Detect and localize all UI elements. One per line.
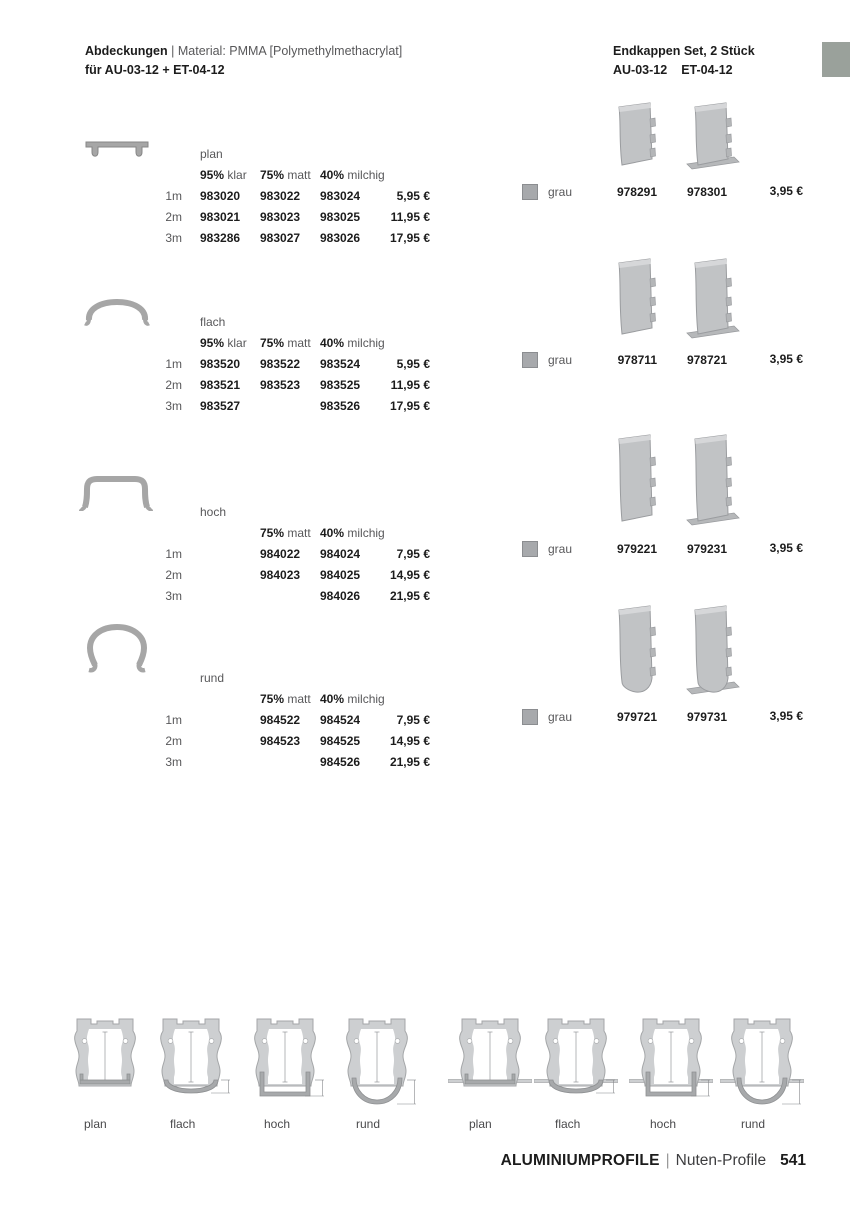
cover-row: [158, 378, 430, 395]
cover-row: [158, 189, 430, 206]
cover-shape-label: rund: [200, 671, 225, 685]
column-header: 75% matt: [260, 692, 311, 706]
cover-row: [158, 357, 430, 374]
column-header: 95% klar: [200, 168, 247, 182]
article-number: 983523: [260, 378, 301, 392]
price: 3,95 €: [769, 541, 803, 555]
diagram-label: hoch: [650, 1117, 677, 1131]
column-header: 75% matt: [260, 336, 311, 350]
cover-columns-header: [158, 692, 430, 709]
column-header: 40% milchig: [320, 692, 385, 706]
page-number: 541: [780, 1152, 806, 1169]
article-number: 978301: [686, 185, 727, 199]
article-number: 983520: [200, 357, 241, 371]
cross-section-hoch: [243, 1016, 327, 1112]
cover-row: [158, 399, 430, 416]
article-number: 984526: [320, 755, 361, 769]
article-number: 983027: [260, 231, 301, 245]
article-number: 984023: [260, 568, 301, 582]
diagram-label: plan: [469, 1117, 492, 1131]
article-number: 983521: [200, 378, 241, 392]
cover-row: [158, 568, 430, 585]
cover-row: [158, 755, 430, 772]
article-number: 984025: [320, 568, 361, 582]
footer-brand: ALUMINIUMPROFILE: [500, 1152, 660, 1169]
article-number: 983525: [320, 378, 361, 392]
article-number: 984524: [320, 713, 361, 727]
cover-row: [158, 713, 430, 730]
endcaps-code-2: ET-04-12: [681, 63, 733, 77]
cover-row: [158, 734, 430, 751]
article-number: 984026: [320, 589, 361, 603]
length-label: 1m: [165, 547, 182, 561]
cover-group-rund: [158, 671, 430, 771]
column-header: 40% milchig: [320, 168, 385, 182]
color-label: grau: [548, 185, 573, 199]
endcap-pair-image: [606, 99, 744, 171]
cross-section-plan: [63, 1016, 147, 1112]
article-number: 984024: [320, 547, 361, 561]
page-corner-tab: [822, 42, 850, 77]
color-label: grau: [548, 353, 573, 367]
cover-row: [158, 589, 430, 606]
article-number: 983524: [320, 357, 361, 371]
diagram-label: rund: [356, 1117, 381, 1131]
article-number: 983522: [260, 357, 301, 371]
color-label: grau: [548, 710, 573, 724]
price: 7,95 €: [396, 547, 430, 561]
endcap-row: [522, 541, 803, 559]
price: 5,95 €: [396, 357, 430, 371]
cover-shape-label: plan: [200, 147, 223, 161]
covers-material: | Material: PMMA [Polymethylmethacrylat]: [171, 44, 403, 58]
cover-columns-header: [158, 336, 430, 353]
color-swatch: [522, 709, 538, 725]
covers-subtitle: für AU-03-12 + ET-04-12: [85, 63, 225, 77]
endcaps-header: [613, 42, 755, 80]
color-label: grau: [548, 542, 573, 556]
price: 17,95 €: [389, 231, 430, 245]
article-number: 979231: [686, 542, 727, 556]
article-number: 978291: [616, 185, 657, 199]
length-label: 2m: [165, 568, 182, 582]
length-label: 1m: [165, 357, 182, 371]
length-label: 1m: [165, 189, 182, 203]
diagram-label: hoch: [264, 1117, 291, 1131]
diagram-label: plan: [84, 1117, 107, 1131]
cross-section-hoch-flanged: [629, 1016, 713, 1112]
length-label: 2m: [165, 210, 182, 224]
article-number: 983021: [200, 210, 241, 224]
price: 11,95 €: [390, 378, 430, 392]
diagram-label: flach: [170, 1117, 196, 1131]
price: 21,95 €: [389, 589, 430, 603]
article-number: 984525: [320, 734, 361, 748]
column-header: 75% matt: [260, 526, 311, 540]
profile-plan-icon: [84, 138, 150, 165]
cross-section-flach-flanged: [534, 1016, 618, 1112]
article-number: 979721: [616, 710, 657, 724]
cover-row: [158, 231, 430, 248]
article-number: 983526: [320, 399, 361, 413]
price: 3,95 €: [769, 709, 803, 723]
price: 3,95 €: [769, 184, 803, 198]
profile-rund-icon: [84, 622, 150, 679]
column-header: 40% milchig: [320, 526, 385, 540]
length-label: 2m: [165, 378, 182, 392]
covers-title-line: [85, 42, 402, 61]
length-label: 3m: [165, 231, 182, 245]
cover-columns-header: [158, 526, 430, 543]
endcaps-code-1: AU-03-12: [613, 63, 668, 77]
cover-row: [158, 210, 430, 227]
color-swatch: [522, 352, 538, 368]
article-number: 979221: [616, 542, 657, 556]
article-number: 983025: [320, 210, 361, 224]
covers-title: Abdeckungen: [85, 44, 168, 58]
diagram-label: rund: [741, 1117, 766, 1131]
footer-section: Nuten-Profile: [675, 1152, 767, 1169]
article-number: 984522: [260, 713, 301, 727]
article-number: 984022: [260, 547, 301, 561]
cover-columns-header: [158, 168, 430, 185]
price: 7,95 €: [396, 713, 430, 727]
cross-section-plan-flanged: [448, 1016, 532, 1112]
cross-section-rund-flanged: [720, 1016, 804, 1112]
column-header: 95% klar: [200, 336, 247, 350]
endcaps-title: Endkappen Set, 2 Stück: [613, 44, 755, 58]
cross-section-rund: [335, 1016, 419, 1112]
cover-group-flach: [158, 315, 430, 415]
cross-section-flach: [149, 1016, 233, 1112]
cover-group-plan: [158, 147, 430, 247]
price: 14,95 €: [389, 734, 430, 748]
article-number: 984523: [260, 734, 301, 748]
article-number: 983024: [320, 189, 361, 203]
cover-group-hoch: [158, 505, 430, 605]
price: 11,95 €: [390, 210, 430, 224]
cover-shape-label: hoch: [200, 505, 227, 519]
cover-row: [158, 547, 430, 564]
endcap-pair-image: [606, 602, 744, 696]
length-label: 3m: [165, 589, 182, 603]
article-number: 983286: [200, 231, 241, 245]
column-header: 75% matt: [260, 168, 311, 182]
length-label: 3m: [165, 399, 182, 413]
article-number: 978721: [686, 353, 727, 367]
endcap-pair-image: [606, 431, 744, 527]
cover-shape-label: flach: [200, 315, 226, 329]
length-label: 2m: [165, 734, 182, 748]
price: 14,95 €: [389, 568, 430, 582]
profile-flach-icon: [84, 296, 150, 331]
endcap-row: [522, 184, 803, 202]
color-swatch: [522, 541, 538, 557]
endcap-row: [522, 709, 803, 727]
article-number: 983023: [260, 210, 301, 224]
diagram-label: flach: [555, 1117, 581, 1131]
page-footer: [501, 1152, 806, 1170]
covers-header: [85, 42, 402, 80]
price: 17,95 €: [389, 399, 430, 413]
price: 3,95 €: [769, 352, 803, 366]
color-swatch: [522, 184, 538, 200]
endcap-pair-image: [606, 255, 744, 340]
article-number: 979731: [686, 710, 727, 724]
endcaps-codes: [613, 61, 755, 80]
article-number: 983020: [200, 189, 241, 203]
article-number: 978711: [617, 353, 657, 367]
footer-separator: |: [665, 1152, 670, 1169]
price: 21,95 €: [389, 755, 430, 769]
column-header: 40% milchig: [320, 336, 385, 350]
article-number: 983527: [200, 399, 241, 413]
article-number: 983026: [320, 231, 361, 245]
profile-hoch-icon: [79, 471, 153, 516]
length-label: 1m: [165, 713, 182, 727]
length-label: 3m: [165, 755, 182, 769]
endcap-row: [522, 352, 803, 370]
price: 5,95 €: [396, 189, 430, 203]
article-number: 983022: [260, 189, 301, 203]
